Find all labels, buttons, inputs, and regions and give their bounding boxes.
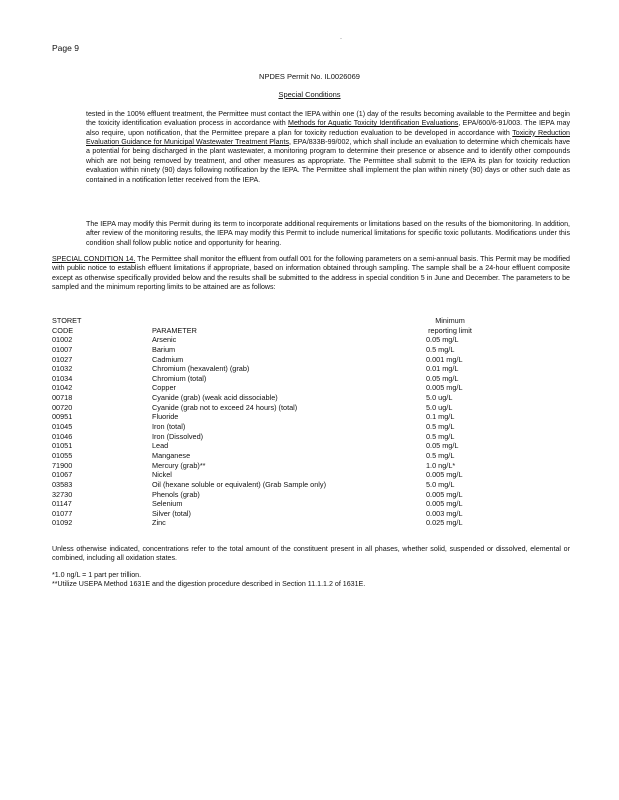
reporting-limit: 0.5 mg/L — [426, 344, 455, 354]
page-number: Page 9 — [52, 43, 79, 53]
parameter-name: Phenols (grab) — [152, 489, 200, 499]
reporting-limit: 1.0 ng/L* — [426, 460, 456, 470]
storet-code: 01045 — [52, 422, 73, 432]
table-row — [52, 480, 572, 490]
table-row — [52, 422, 572, 432]
table-row — [52, 470, 572, 480]
storet-code: 01046 — [52, 431, 73, 441]
storet-code: 71900 — [52, 460, 73, 470]
reporting-limit: 0.05 mg/L — [426, 441, 459, 451]
table-row — [52, 490, 572, 500]
table-row — [52, 461, 572, 471]
special-condition-14 — [52, 255, 570, 292]
reporting-limit: 0.005 mg/L — [426, 383, 463, 393]
table-header-row-2 — [52, 326, 572, 336]
reference-title: Toxicity Reduction Evaluation Guidance for Municipal Wastewater Treatment Plants — [86, 128, 570, 147]
reporting-limit: 0.05 mg/L — [426, 335, 459, 345]
storet-code: 01032 — [52, 364, 73, 374]
parameter-name: Nickel — [152, 470, 172, 480]
header-storet: STORET — [52, 316, 82, 325]
footnote-2: **Utilize USEPA Method 1631E and the digestion procedure described in Section 11.1.1.2 of 1631E. — [52, 580, 366, 588]
table-row — [52, 441, 572, 451]
table-row — [52, 393, 572, 403]
table-row — [52, 335, 572, 345]
parameter-table — [52, 316, 572, 528]
reporting-limit: 0.005 mg/L — [426, 499, 463, 509]
paragraph-text: , EPA/600/6-91/003. The IEPA may also require, upon notification, that the Permittee prepare a plan for toxicity reduction evaluation to be developed in accordance with — [86, 119, 570, 137]
reporting-limit: 0.1 mg/L — [426, 412, 455, 422]
header-minimum: Minimum — [435, 316, 465, 325]
reporting-limit: 0.5 mg/L — [426, 422, 455, 432]
storet-code: 01027 — [52, 354, 73, 364]
parameter-name: Cadmium — [152, 354, 184, 364]
storet-code: 01002 — [52, 335, 73, 345]
permit-number: NPDES Permit No. IL0026069 — [259, 72, 360, 81]
storet-code: 01007 — [52, 344, 73, 354]
table-header-row-1 — [52, 316, 572, 326]
storet-code: 01042 — [52, 383, 73, 393]
storet-code: 32730 — [52, 489, 73, 499]
parameter-name: Copper — [152, 383, 176, 393]
reporting-limit: 5.0 mg/L — [426, 479, 455, 489]
parameter-name: Fluoride — [152, 412, 179, 422]
storet-code: 01147 — [52, 499, 72, 509]
parameter-name: Cyanide (grab) (weak acid dissociable) — [152, 393, 278, 403]
paragraph-text: , EPA/833B-99/002, which shall include an evaluation to determine which chemicals have a potential for being discharged in the plant wastewater, a monitoring program to determine their presence or absence and to identify other compounds which are not being removed by treatment, and other measures as appropriate. The Permittee shall submit to the IEPA its plan for toxicity reduction evaluation within ninety (90) days following notification by the IEPA. The Permittee shall implement the plan within ninety (90) days or other such date as contained in a notification letter received from the IEPA. — [86, 138, 571, 184]
parameter-name: Iron (total) — [152, 422, 186, 432]
parameter-name: Chromium (hexavalent) (grab) — [152, 364, 250, 374]
parameter-name: Silver (total) — [152, 508, 191, 518]
storet-code: 00720 — [52, 402, 73, 412]
table-row — [52, 403, 572, 413]
scan-speck: · — [340, 36, 342, 42]
parameter-name: Cyanide (grab not to exceed 24 hours) (total) — [152, 402, 298, 412]
parameter-name: Arsenic — [152, 335, 177, 345]
table-row — [52, 412, 572, 422]
reporting-limit: 0.025 mg/L — [426, 518, 463, 528]
storet-code: 01034 — [52, 373, 73, 383]
table-row — [52, 345, 572, 355]
table-row — [52, 383, 572, 393]
parameter-name: Zinc — [152, 518, 166, 528]
storet-code: 01077 — [52, 508, 73, 518]
table-row — [52, 355, 572, 365]
reporting-limit: 0.005 mg/L — [426, 489, 463, 499]
table-row — [52, 509, 572, 519]
parameter-name: Chromium (total) — [152, 373, 207, 383]
table-body — [52, 335, 572, 528]
parameter-name: Mercury (grab)** — [152, 460, 206, 470]
storet-code: 01055 — [52, 450, 73, 460]
table-row — [52, 451, 572, 461]
reference-title: Methods for Aquatic Toxicity Identification Evaluations — [288, 119, 459, 128]
table-row — [52, 374, 572, 384]
header-parameter: PARAMETER — [152, 325, 197, 335]
storet-code: 00951 — [52, 412, 73, 422]
storet-code: 00718 — [52, 393, 73, 403]
table-row — [52, 432, 572, 442]
header-reporting-limit: reporting limit — [428, 325, 472, 335]
reporting-limit: 0.001 mg/L — [426, 354, 463, 364]
header-code: CODE — [52, 325, 74, 335]
table-row — [52, 518, 572, 528]
reporting-limit: 5.0 ug/L — [426, 393, 453, 403]
modification-paragraph — [86, 220, 570, 248]
parameter-name: Barium — [152, 344, 176, 354]
section-heading: Special Conditions — [278, 90, 341, 99]
note-text: Unless otherwise indicated, concentrations refer to the total amount of the constituent present in all phases, whether solid, suspended or dissolved, elemental or combined, including all oxidation states. — [52, 545, 570, 563]
toxicity-paragraph — [86, 110, 570, 185]
paragraph-text: The IEPA may modify this Permit during its term to incorporate additional requirements or limitations based on the results of the biomonitoring. In addition, after review of the monitoring results, the IEPA may modify this Permit to include numerical limitations for specific toxic pollutants. Modifications under this condition shall follow public notice and opportunity for hearing. — [86, 220, 570, 247]
reporting-limit: 0.5 mg/L — [426, 450, 455, 460]
reporting-limit: 0.003 mg/L — [426, 508, 463, 518]
reporting-limit: 0.01 mg/L — [426, 364, 459, 374]
parameter-name: Oil (hexane soluble or equivalent) (Grab Sample only) — [152, 479, 326, 489]
reporting-limit: 5.0 ug/L — [426, 402, 453, 412]
concentration-note — [52, 545, 570, 564]
paragraph-text: tested in the 100% effluent treatment, the Permittee must contact the IEPA within one (1) day of the results becoming available to the Permittee and begin the toxicity identification evaluation process in accordance with — [86, 110, 570, 128]
storet-code: 01092 — [52, 518, 73, 528]
parameter-name: Manganese — [152, 450, 191, 460]
storet-code: 03583 — [52, 479, 73, 489]
table-row — [52, 499, 572, 509]
table-row — [52, 364, 572, 374]
storet-code: 01067 — [52, 470, 73, 480]
parameter-name: Iron (Dissolved) — [152, 431, 204, 441]
reporting-limit: 0.5 mg/L — [426, 431, 455, 441]
reporting-limit: 0.05 mg/L — [426, 373, 459, 383]
condition-text: The Permittee shall monitor the effluent from outfall 001 for the following parameters on a semi-annual basis. This Permit may be modified with public notice to establish effluent limitations if appropriate, based on information obtained through sampling. The sample shall be a 24-hour effluent composite except as otherwise specifically provided below and the results shall be submitted to the address in special condition 5 in June and December. The parameters to be sampled and the minimum reporting limits to be attained are as follows: — [52, 255, 570, 292]
storet-code: 01051 — [52, 441, 73, 451]
parameter-name: Selenium — [152, 499, 183, 509]
footnote-1: *1.0 ng/L = 1 part per trillion. — [52, 571, 142, 579]
parameter-name: Lead — [152, 441, 169, 451]
condition-label: SPECIAL CONDITION 14. — [52, 255, 136, 263]
reporting-limit: 0.005 mg/L — [426, 470, 463, 480]
